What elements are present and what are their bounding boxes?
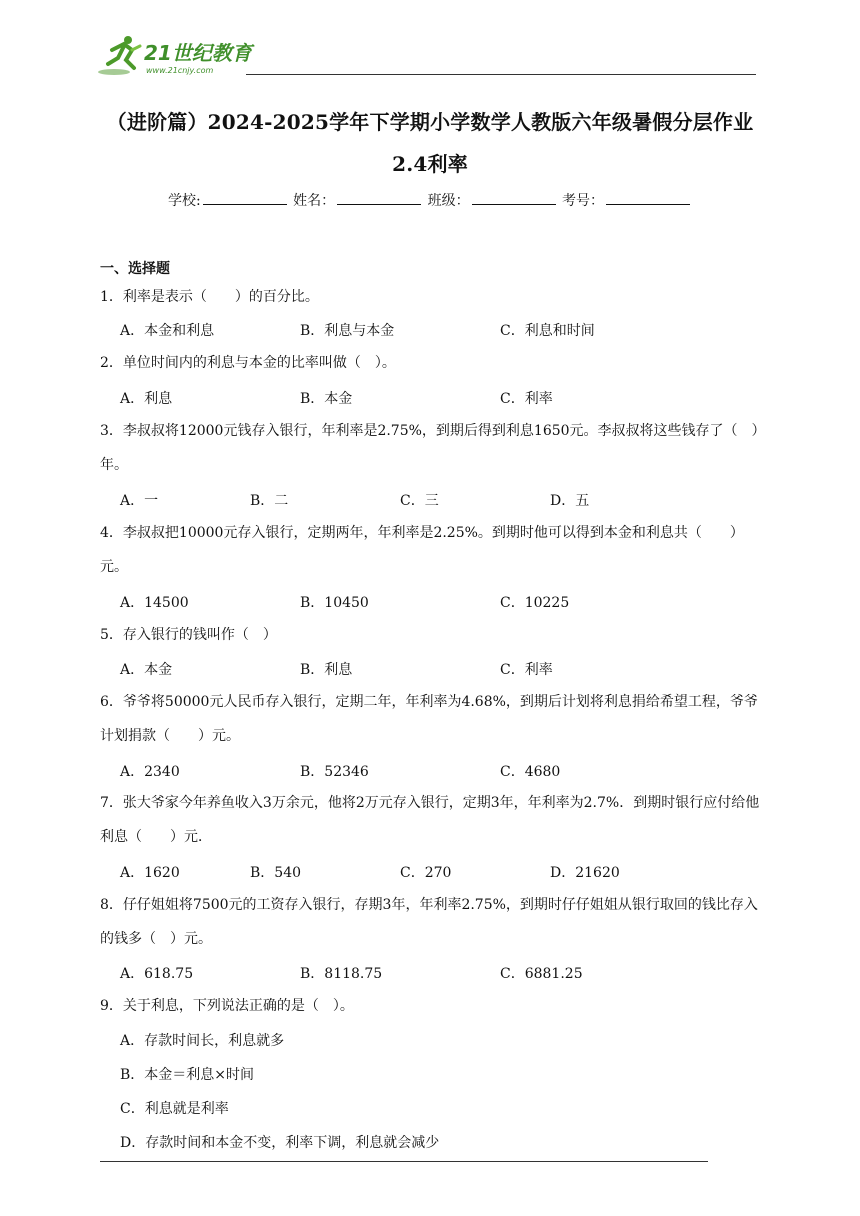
school-label: 学校: [167,193,201,209]
option-a[interactable]: A．618.75 [120,966,194,982]
option-c[interactable]: C．利息就是利率 [120,1101,229,1117]
option-b[interactable]: B．52346 [300,764,369,780]
page-header [96,30,756,78]
options-4 [120,592,760,616]
question-3: 3．李叔叔将12000元钱存入银行，年利率是2.75%，到期后得到利息1650元。李叔叔将这些钱存了（ ）年。 [100,423,759,473]
class-label: 班级： [427,193,470,209]
question-8: 8．仔仔姐姐将7500元的工资存入银行，存期3年，年利率2.75%，到期时仔仔姐姐从银行取回的钱比存入的钱多（ ）元。 [100,897,758,947]
option-c[interactable]: C．10225 [500,595,570,611]
option-a[interactable]: A．一 [120,493,159,509]
option-b[interactable]: B．8118.75 [300,966,383,982]
option-b[interactable]: B．二 [250,493,289,509]
option-d[interactable]: D．21620 [550,865,620,881]
option-c[interactable]: C．6881.25 [500,966,583,982]
option-c[interactable]: C．利率 [500,662,553,678]
option-b[interactable]: B．本金 [300,391,353,407]
option-c[interactable]: C．270 [400,865,452,881]
document-title: （进阶篇）2024-2025学年下学期小学数学人教版六年级暑假分层作业 [106,110,754,134]
options-7 [120,862,760,886]
options-1 [120,320,760,344]
option-a[interactable]: A．本金和利息 [120,323,215,339]
option-a[interactable]: A．14500 [120,595,189,611]
option-a[interactable]: A．本金 [120,662,173,678]
option-a[interactable]: A．2340 [120,764,180,780]
option-d[interactable]: D．存款时间和本金不变，利率下调，利息就会减少 [120,1135,440,1151]
option-a[interactable]: A．利息 [120,391,173,407]
name-field[interactable] [337,190,421,205]
question-2: 2．单位时间内的利息与本金的比率叫做（ ）。 [100,355,396,371]
21cnjy-logo [96,30,266,78]
options-8 [120,963,760,987]
class-field[interactable] [472,190,556,205]
option-b[interactable]: B．利息 [300,662,353,678]
option-b[interactable]: B．本金＝利息×时间 [120,1067,255,1083]
option-d[interactable]: D．五 [550,493,590,509]
option-c[interactable]: C．三 [400,493,439,509]
document-subtitle: 2.4利率 [392,152,468,176]
footer-rule [100,1161,708,1162]
student-info-line [0,190,860,210]
name-label: 姓名： [293,193,336,209]
options-2 [120,388,760,412]
question-6: 6．爷爷将50000元人民币存入银行，定期二年，年利率为4.68%，到期后计划将利息捐给希望工程，爷爷计划捐款（ ）元。 [100,694,758,744]
header-rule [246,74,756,75]
exam-no-field[interactable] [606,190,690,205]
option-a[interactable]: A．1620 [120,865,180,881]
section-title: 一、选择题 [100,261,170,277]
option-a[interactable]: A．存款时间长，利息就多 [120,1033,285,1049]
question-1: 1．利率是表示（ ）的百分比。 [100,289,319,305]
question-5: 5．存入银行的钱叫作（ ） [100,627,277,643]
logo-text: 21世纪教育 [144,41,252,65]
runner-icon [98,36,140,75]
logo-url: www.21cnjy.com [146,66,214,75]
option-c[interactable]: C．利息和时间 [500,323,595,339]
school-field[interactable] [203,190,287,205]
options-3 [120,490,760,514]
option-b[interactable]: B．540 [250,865,302,881]
option-c[interactable]: C．利率 [500,391,553,407]
options-6 [120,761,760,785]
question-7: 7．张大爷家今年养鱼收入3万余元，他将2万元存入银行，定期3年，年利率为2.7%．到期时银行应付给他利息（ ）元． [100,795,760,845]
option-b[interactable]: B．利息与本金 [300,323,395,339]
question-4: 4．李叔叔把10000元存入银行，定期两年，年利率是2.25%。到期时他可以得到本金和利息共（ ）元。 [100,525,744,575]
option-c[interactable]: C．4680 [500,764,561,780]
option-b[interactable]: B．10450 [300,595,369,611]
options-5 [120,659,760,683]
question-9: 9．关于利息，下列说法正确的是（ ）。 [100,998,354,1014]
exam-no-label: 考号： [562,193,605,209]
